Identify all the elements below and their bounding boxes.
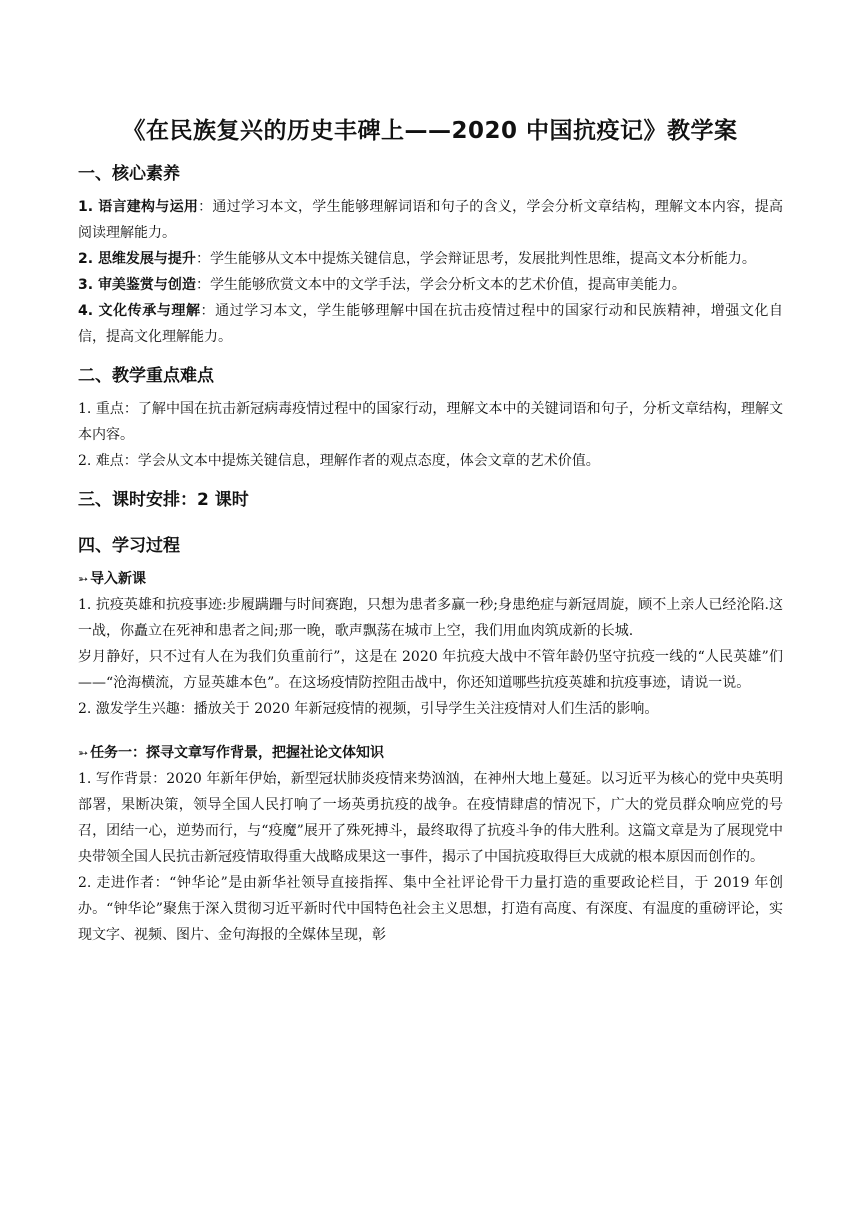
subheading-task1: ➳ 任务一：探寻文章写作背景，把握社论文体知识 (78, 745, 385, 761)
section-heading-learning-process: 四、学习过程 (78, 536, 180, 556)
core-item-2: 2. 思维发展与提升：学生能够从文本中提炼关键信息，学会辩证思考，发展批判性思维，提高文本分析能力。 (78, 251, 756, 267)
core-item-1: 1. 语言建构与运用：通过学习本文，学生能够理解词语和句子的含义，学会分析文章结构，理解文本内容，提高阅读理解能力。 (78, 199, 784, 241)
intro-para-2: 岁月静好，只不过有人在为我们负重前行”，这是在 2020 年抗疫大战中不管年龄仍坚守抗疫一线的“人民英雄”们——“沧海横流，方显英雄本色”。在这场疫情防控阻击战中，你还知道哪些抗疫英雄和抗疫事迹，请说一说。 (78, 649, 783, 691)
core-item-4: 4. 文化传承与理解：通过学习本文，学生能够理解中国在抗击疫情过程中的国家行动和民族精神，增强文化自信，提高文化理解能力。 (78, 303, 784, 345)
section-heading-core-literacy: 一、核心素养 (78, 164, 180, 184)
section-heading-schedule: 三、课时安排：2 课时 (78, 490, 249, 510)
core-item-3: 3. 审美鉴赏与创造：学生能够欣赏文本中的文学手法，学会分析文本的艺术价值，提高审美能力。 (78, 277, 686, 293)
document-body (78, 160, 783, 948)
task1-para-1: 1. 写作背景：2020 年新年伊始，新型冠状肺炎疫情来势汹汹，在神州大地上蔓延。以习近平为核心的党中央英明部署，果断决策，领导全国人民打响了一场英勇抗疫的战争。在疫情肆虐的情况下，广大的党员群众响应党的号召，团结一心，逆势而行，与“疫魔”展开了殊死搏斗，最终取得了抗疫斗争的伟大胜利。这篇文章是为了展现党中央带领全国人民抗击新冠疫情取得重大战略成果这一事件，揭示了中国抗疫取得巨大成就的根本原因而创作的。 (78, 771, 783, 865)
task1-para-2: 2. 走进作者：“钟华论”是由新华社领导直接指挥、集中全社评论骨干力量打造的重要政论栏目，于 2019 年创办。“钟华论”聚焦于深入贯彻习近平新时代中国特色社会主义思想，打造有高度、有深度、有温度的重磅评论，实现文字、视频、图片、金句海报的全媒体呈现，彰 (78, 875, 783, 943)
key-point-item: 1. 重点：了解中国在抗击新冠病毒疫情过程中的国家行动，理解文本中的关键词语和句子，分析文章结构，理解文本内容。 (78, 401, 783, 443)
arrow-icon: ➳ (78, 746, 89, 760)
document-title: 《在民族复兴的历史丰碑上——2020 中国抗疫记》教学案 (122, 118, 738, 144)
arrow-icon: ➳ (78, 572, 89, 586)
subheading-intro: ➳ 导入新课 (78, 571, 147, 587)
intro-para-1: 1. 抗疫英雄和抗疫事迹:步履蹒跚与时间赛跑，只想为患者多赢一秒;身患绝症与新冠周旋，顾不上亲人已经沦陷.这一战，你矗立在死神和患者之间;那一晚，歌声飘荡在城市上空，我们用血肉筑成新的长城. (78, 597, 783, 639)
section-heading-key-points: 二、教学重点难点 (78, 366, 214, 386)
intro-para-3: 2. 激发学生兴趣：播放关于 2020 年新冠疫情的视频，引导学生关注疫情对人们生活的影响。 (78, 701, 659, 717)
difficulty-item: 2. 难点：学会从文本中提炼关键信息，理解作者的观点态度，体会文章的艺术价值。 (78, 453, 600, 469)
